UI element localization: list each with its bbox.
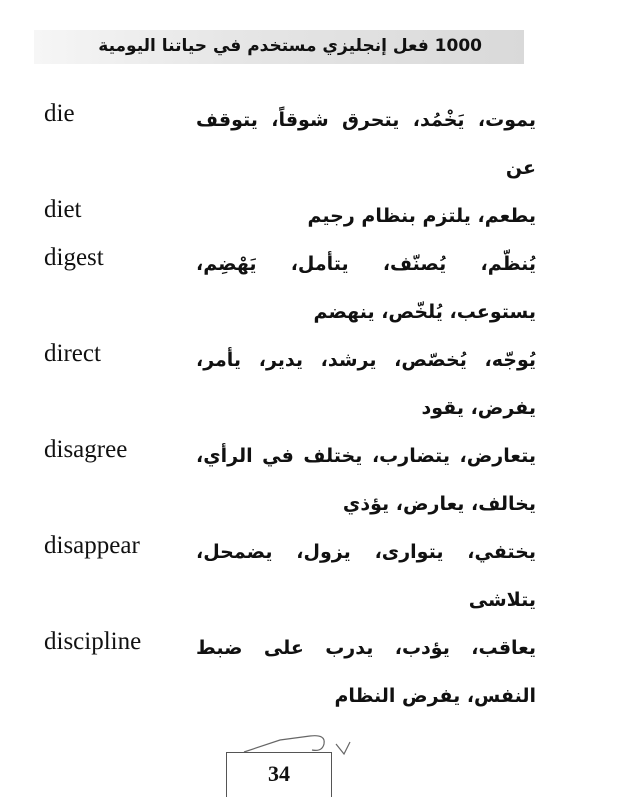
arabic-meaning: يختفي، يتوارى، يزول، يضمحل، يتلاشى — [196, 541, 536, 611]
arabic-meaning: يتعارض، يتضارب، يختلف في الرأي، يخالف، يعارض، يؤذي — [196, 445, 536, 515]
english-word: die — [44, 100, 75, 127]
english-word: disappear — [44, 532, 140, 559]
english-word: disagree — [44, 436, 128, 463]
arabic-meaning: يُنظّم، يُصنّف، يتأمل، يَهْضِم، يستوعب، يُلخّص، ينهضم — [196, 253, 536, 323]
page-number: 34 — [268, 761, 290, 786]
running-header — [34, 30, 524, 64]
arabic-meaning: يُوجّه، يُخصّص، يرشد، يدير، يأمر، يفرض، يقود — [196, 349, 536, 419]
arabic-meaning: يطعم، يلتزم بنظام رجيم — [307, 205, 536, 227]
english-word: direct — [44, 340, 101, 367]
arabic-meaning: يعاقب، يؤدب، يدرب على ضبط النفس، يفرض النظام — [196, 637, 536, 707]
english-word: digest — [44, 244, 104, 271]
english-word: diet — [44, 196, 82, 223]
english-word: discipline — [44, 628, 142, 655]
arabic-meaning: يموت، يَخْمُد، يتحرق شوقاً، يتوقف عن — [196, 109, 536, 179]
book-title: 1000 فعل إنجليزي مستخدم في حياتنا اليومية — [98, 36, 482, 56]
page-number-box — [226, 752, 332, 797]
